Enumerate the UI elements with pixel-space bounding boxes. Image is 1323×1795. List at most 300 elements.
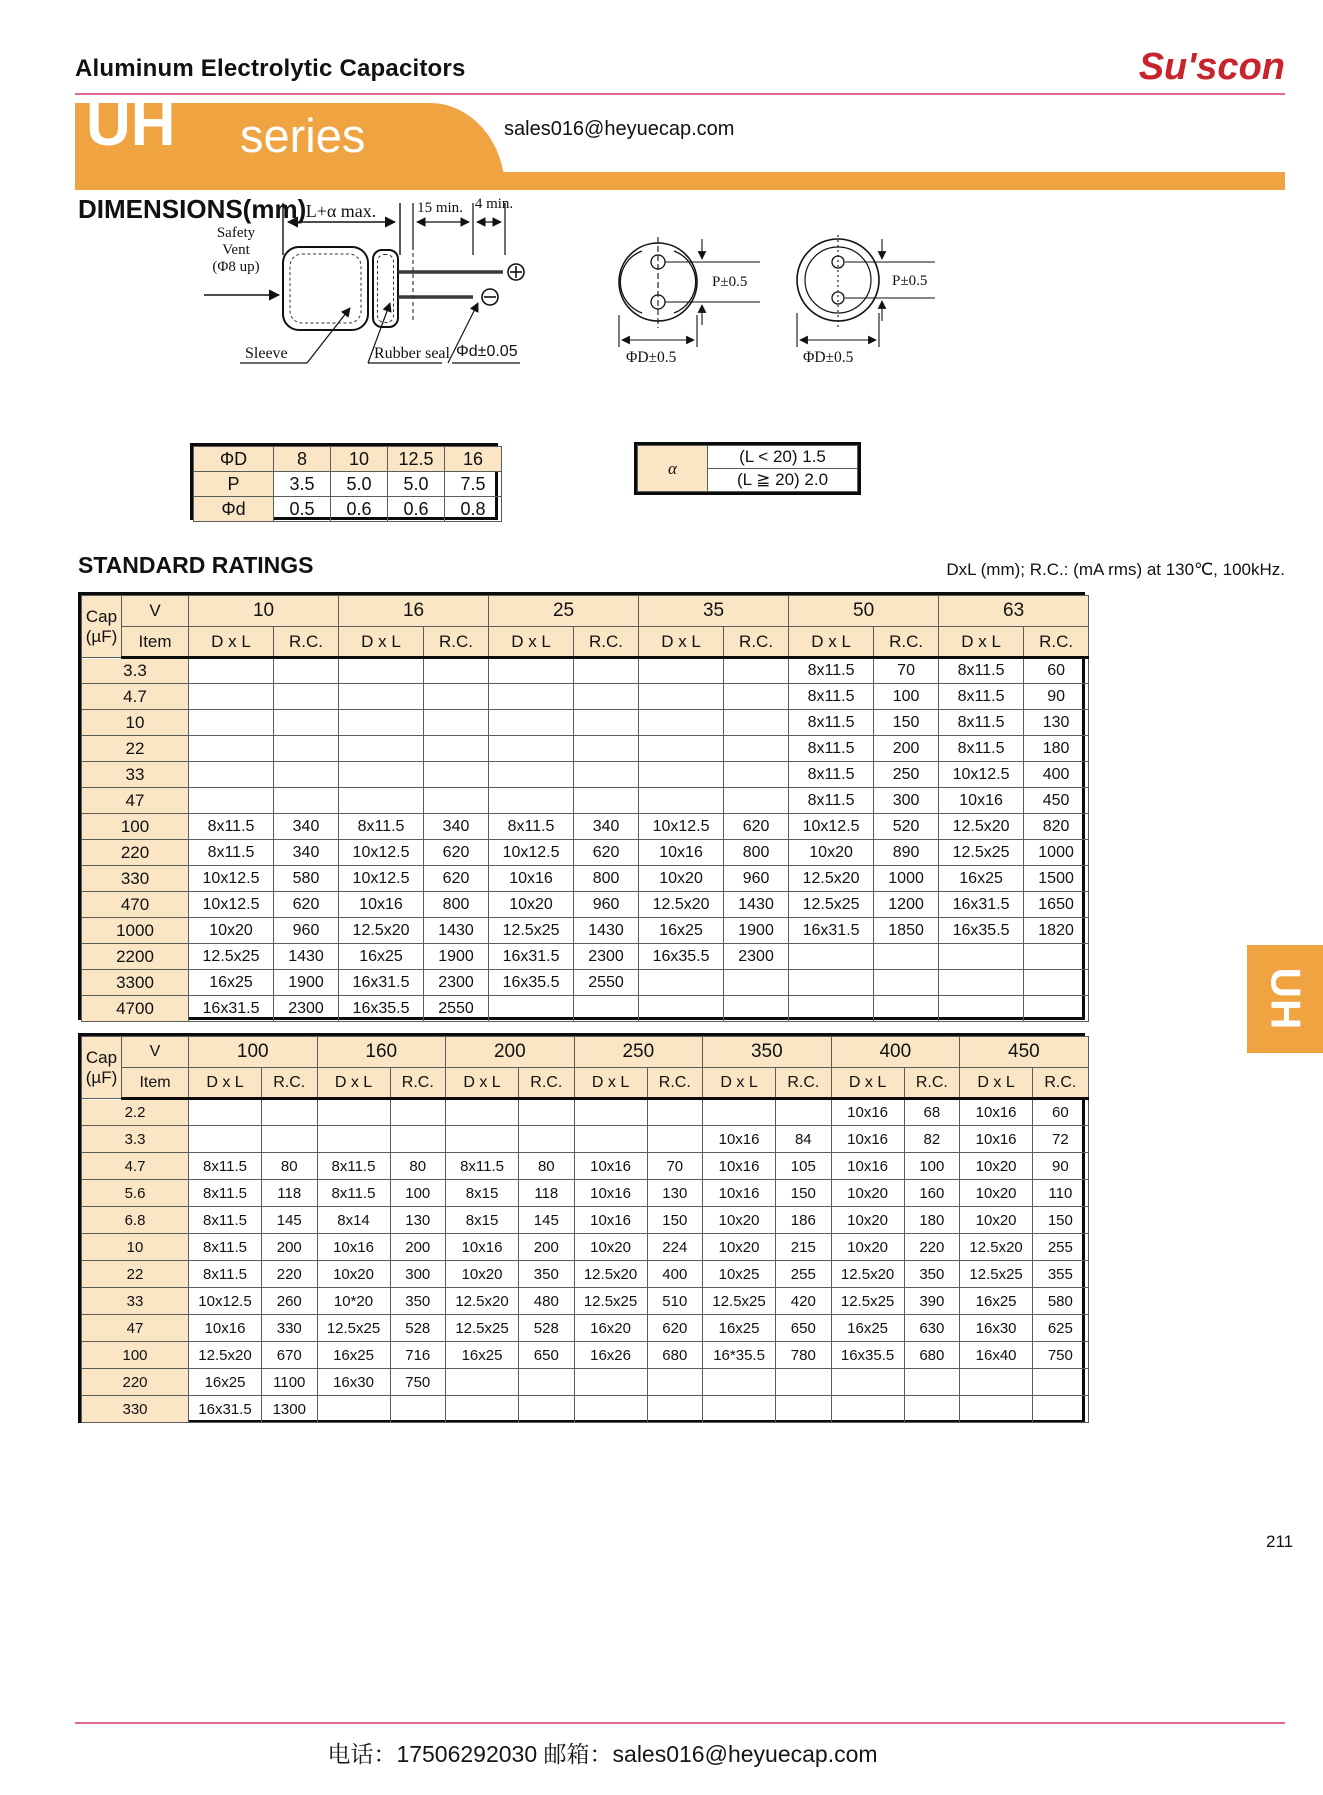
dxl-cell: 12.5x20: [639, 892, 724, 918]
dxl-cell: 10x20: [960, 1153, 1033, 1180]
alpha-rule-2: (L ≧ 20) 2.0: [708, 469, 858, 492]
dxl-cell: [960, 1396, 1033, 1423]
dxl-cell: [639, 788, 724, 814]
rc-header: R.C.: [776, 1068, 832, 1099]
rc-cell: 130: [1024, 710, 1089, 736]
rc-cell: 220: [904, 1234, 960, 1261]
rc-cell: 800: [724, 840, 789, 866]
dim-value: 10: [331, 447, 388, 472]
rc-cell: [776, 1369, 832, 1396]
alpha-symbol: α: [638, 446, 708, 492]
rc-header: R.C.: [647, 1068, 703, 1099]
cap-value: 4700: [82, 996, 189, 1022]
rc-cell: [424, 684, 489, 710]
dxl-cell: 8x11.5: [339, 814, 424, 840]
rc-cell: [724, 684, 789, 710]
dxl-cell: 16x35.5: [489, 970, 574, 996]
dxl-cell: 10x16: [639, 840, 724, 866]
series-code: UH: [86, 90, 176, 159]
dxl-cell: 12.5x20: [960, 1234, 1033, 1261]
dim-value: 3.5: [274, 472, 331, 497]
dxl-cell: 10x12.5: [789, 814, 874, 840]
rc-cell: 260: [262, 1288, 318, 1315]
rc-cell: [574, 788, 639, 814]
dxl-cell: 10x20: [574, 1234, 647, 1261]
rc-cell: 82: [904, 1126, 960, 1153]
rc-cell: 145: [519, 1207, 575, 1234]
rc-cell: [274, 658, 339, 684]
rc-cell: [574, 684, 639, 710]
dxl-cell: 16x25: [703, 1315, 776, 1342]
dxl-cell: 10x16: [939, 788, 1024, 814]
table-row: [82, 814, 1089, 840]
dxl-header: D x L: [703, 1068, 776, 1099]
dxl-cell: 16x31.5: [189, 996, 274, 1022]
rc-cell: [519, 1369, 575, 1396]
dxl-cell: [489, 736, 574, 762]
rc-cell: 60: [1024, 658, 1089, 684]
footer-contact: 电话：17506292030 邮箱：sales016@heyuecap.com: [327, 1741, 878, 1767]
cap-value: 5.6: [82, 1180, 189, 1207]
dxl-cell: 10x16: [489, 866, 574, 892]
series-side-tab-label: UH: [1261, 967, 1309, 1031]
cap-value: 100: [82, 1342, 189, 1369]
rc-cell: 800: [574, 866, 639, 892]
table-row: [82, 1099, 1089, 1126]
rc-cell: 70: [647, 1153, 703, 1180]
rc-cell: [724, 970, 789, 996]
dxl-cell: 16x35.5: [639, 944, 724, 970]
dxl-cell: 12.5x25: [703, 1288, 776, 1315]
rc-cell: 150: [874, 710, 939, 736]
table-row: [82, 1126, 1089, 1153]
rc-cell: 450: [1024, 788, 1089, 814]
rc-cell: 1430: [724, 892, 789, 918]
dxl-cell: [639, 736, 724, 762]
dxl-cell: 16x25: [189, 1369, 262, 1396]
dxl-cell: 12.5x20: [939, 814, 1024, 840]
dxl-cell: [789, 996, 874, 1022]
cap-value: 22: [82, 1261, 189, 1288]
dxl-cell: 16x25: [339, 944, 424, 970]
rc-cell: 355: [1033, 1261, 1089, 1288]
cap-value: 47: [82, 788, 189, 814]
rc-cell: 620: [424, 840, 489, 866]
table-row: [82, 762, 1089, 788]
cap-header: Cap (µF): [82, 1037, 122, 1099]
rc-cell: [274, 710, 339, 736]
dxl-cell: [317, 1126, 390, 1153]
dxl-cell: 10x20: [960, 1207, 1033, 1234]
table-row: [82, 1153, 1089, 1180]
voltage-header: 35: [639, 596, 789, 627]
dxl-cell: 12.5x25: [960, 1261, 1033, 1288]
rc-cell: 118: [262, 1180, 318, 1207]
rc-cell: [274, 684, 339, 710]
rc-cell: 300: [390, 1261, 446, 1288]
dxl-cell: 12.5x25: [489, 918, 574, 944]
dxl-cell: 8x11.5: [789, 788, 874, 814]
dxl-cell: 16x30: [317, 1369, 390, 1396]
cap-value: 10: [82, 710, 189, 736]
dxl-cell: [339, 736, 424, 762]
rc-cell: 130: [647, 1180, 703, 1207]
sleeve-label: Sleeve: [245, 345, 288, 362]
voltage-header: 100: [189, 1037, 318, 1068]
dxl-cell: [446, 1126, 519, 1153]
dxl-cell: [639, 762, 724, 788]
rc-cell: [390, 1099, 446, 1126]
dxl-cell: 10x12.5: [189, 892, 274, 918]
dxl-header: D x L: [960, 1068, 1033, 1099]
table-row: [82, 788, 1089, 814]
dxl-cell: 8x14: [317, 1207, 390, 1234]
dxl-cell: [574, 1099, 647, 1126]
standard-ratings-title: STANDARD RATINGS: [78, 552, 314, 578]
cap-value: 220: [82, 1369, 189, 1396]
dxl-cell: 10x16: [339, 892, 424, 918]
dxl-cell: 12.5x25: [831, 1288, 904, 1315]
dxl-cell: [939, 944, 1024, 970]
dxl-cell: [189, 1126, 262, 1153]
dxl-header: D x L: [189, 627, 274, 658]
dxl-cell: 10x20: [831, 1207, 904, 1234]
safety-vent-label-1: Safety: [216, 225, 256, 241]
rc-cell: 72: [1033, 1126, 1089, 1153]
rc-cell: 520: [874, 814, 939, 840]
dxl-cell: 16x31.5: [789, 918, 874, 944]
rc-cell: 2300: [574, 944, 639, 970]
rc-cell: [574, 996, 639, 1022]
dxl-cell: [789, 970, 874, 996]
dxl-header: D x L: [831, 1068, 904, 1099]
cap-value: 47: [82, 1315, 189, 1342]
item-header: Item: [122, 1068, 189, 1099]
dxl-cell: 10x20: [703, 1207, 776, 1234]
ratings-table-low-voltage: [78, 592, 1085, 1020]
table-row: [82, 1396, 1089, 1423]
rc-cell: [424, 658, 489, 684]
rc-cell: 300: [874, 788, 939, 814]
voltage-header: 63: [939, 596, 1089, 627]
dxl-cell: 10x20: [960, 1180, 1033, 1207]
dxl-cell: 12.5x20: [189, 1342, 262, 1369]
cap-value: 1000: [82, 918, 189, 944]
rc-cell: 200: [519, 1234, 575, 1261]
rc-cell: 680: [647, 1342, 703, 1369]
dxl-cell: 16x25: [317, 1342, 390, 1369]
cap-value: 330: [82, 866, 189, 892]
rc-cell: [776, 1099, 832, 1126]
dxl-cell: 12.5x20: [339, 918, 424, 944]
rc-cell: 90: [1024, 684, 1089, 710]
dxl-cell: 10x12.5: [339, 866, 424, 892]
dxl-cell: 10x20: [317, 1261, 390, 1288]
dxl-header: D x L: [939, 627, 1024, 658]
rc-cell: [724, 736, 789, 762]
dxl-cell: 10x12.5: [189, 1288, 262, 1315]
dxl-cell: [939, 996, 1024, 1022]
dxl-cell: 10x12.5: [189, 866, 274, 892]
cap-value: 3.3: [82, 1126, 189, 1153]
series-side-tab: [1247, 945, 1323, 1053]
rc-cell: 80: [262, 1153, 318, 1180]
dxl-cell: [639, 710, 724, 736]
dxl-cell: 10x12.5: [339, 840, 424, 866]
dxl-cell: [489, 762, 574, 788]
bottom-view-plain: [797, 235, 935, 347]
lead-diameter-label: Φd±0.05: [456, 343, 518, 360]
rc-cell: [424, 710, 489, 736]
cap-value: 22: [82, 736, 189, 762]
dxl-cell: [446, 1369, 519, 1396]
rc-cell: 145: [262, 1207, 318, 1234]
rc-cell: 220: [262, 1261, 318, 1288]
dxl-cell: 10x16: [960, 1126, 1033, 1153]
dxl-cell: 8x11.5: [789, 710, 874, 736]
dxl-cell: 8x11.5: [317, 1153, 390, 1180]
dim-value: 0.8: [445, 497, 502, 522]
dxl-cell: 10x16: [703, 1153, 776, 1180]
rc-cell: 625: [1033, 1315, 1089, 1342]
dxl-cell: 10x20: [703, 1234, 776, 1261]
rc-cell: [647, 1396, 703, 1423]
rc-cell: 330: [262, 1315, 318, 1342]
rc-cell: [1024, 970, 1089, 996]
dxl-cell: 10x12.5: [939, 762, 1024, 788]
rc-cell: [647, 1369, 703, 1396]
dxl-cell: 8x15: [446, 1180, 519, 1207]
voltage-header: 10: [189, 596, 339, 627]
cap-value: 4.7: [82, 684, 189, 710]
dxl-cell: 12.5x25: [446, 1315, 519, 1342]
rc-cell: 350: [390, 1288, 446, 1315]
dxl-cell: 12.5x20: [446, 1288, 519, 1315]
rc-cell: [904, 1369, 960, 1396]
rc-header: R.C.: [424, 627, 489, 658]
dxl-cell: 8x11.5: [789, 736, 874, 762]
dxl-cell: 10x16: [960, 1099, 1033, 1126]
dim-value: 0.6: [331, 497, 388, 522]
rc-cell: 2300: [724, 944, 789, 970]
cap-value: 10: [82, 1234, 189, 1261]
rc-cell: 250: [874, 762, 939, 788]
rc-cell: 580: [274, 866, 339, 892]
alpha-table: [634, 442, 861, 495]
dxl-cell: 8x11.5: [189, 1234, 262, 1261]
rc-cell: [904, 1396, 960, 1423]
dxl-cell: [703, 1369, 776, 1396]
rc-cell: [519, 1396, 575, 1423]
rc-cell: 390: [904, 1288, 960, 1315]
dxl-cell: [317, 1396, 390, 1423]
dxl-cell: 10x16: [703, 1180, 776, 1207]
dxl-cell: 12.5x25: [939, 840, 1024, 866]
rc-cell: 820: [1024, 814, 1089, 840]
rc-cell: 150: [776, 1180, 832, 1207]
rc-header: R.C.: [874, 627, 939, 658]
dim-value: 0.6: [388, 497, 445, 522]
rc-cell: 630: [904, 1315, 960, 1342]
rc-header: R.C.: [390, 1068, 446, 1099]
minus-terminal-icon: [482, 289, 498, 305]
rc-cell: [574, 762, 639, 788]
dim-value: 5.0: [388, 472, 445, 497]
dim-value: 5.0: [331, 472, 388, 497]
dxl-cell: 10x16: [831, 1099, 904, 1126]
rc-cell: 650: [519, 1342, 575, 1369]
rc-cell: 670: [262, 1342, 318, 1369]
rc-cell: 160: [904, 1180, 960, 1207]
dxl-cell: 8x11.5: [317, 1180, 390, 1207]
rc-cell: 186: [776, 1207, 832, 1234]
table-row: [82, 1369, 1089, 1396]
dxl-cell: 10x25: [703, 1261, 776, 1288]
rc-cell: 1850: [874, 918, 939, 944]
dxl-cell: [639, 684, 724, 710]
rc-cell: [724, 658, 789, 684]
rc-cell: [424, 788, 489, 814]
table-row: [82, 944, 1089, 970]
rc-cell: 340: [424, 814, 489, 840]
dimension-table: [190, 443, 498, 520]
table-row: [82, 970, 1089, 996]
rc-cell: 224: [647, 1234, 703, 1261]
dxl-cell: 8x11.5: [189, 1153, 262, 1180]
rc-cell: 1900: [424, 944, 489, 970]
rc-cell: [647, 1126, 703, 1153]
rc-cell: [776, 1396, 832, 1423]
ratings-table: [81, 1036, 1089, 1423]
dxl-cell: 10x20: [831, 1234, 904, 1261]
dxl-cell: 16x35.5: [939, 918, 1024, 944]
dxl-cell: [574, 1396, 647, 1423]
rc-cell: 2550: [424, 996, 489, 1022]
rc-cell: 84: [776, 1126, 832, 1153]
dxl-cell: 16x35.5: [339, 996, 424, 1022]
dim-value: 7.5: [445, 472, 502, 497]
rc-cell: [274, 736, 339, 762]
rc-cell: [724, 710, 789, 736]
dxl-cell: [639, 658, 724, 684]
cap-value: 3.3: [82, 658, 189, 684]
rc-cell: 1900: [274, 970, 339, 996]
rc-cell: [724, 762, 789, 788]
alpha-rule-1: (L < 20) 1.5: [708, 446, 858, 469]
dxl-cell: 10x12.5: [489, 840, 574, 866]
dxl-cell: 16x26: [574, 1342, 647, 1369]
footer-rule: [75, 1722, 1285, 1724]
page-title: Aluminum Electrolytic Capacitors: [75, 55, 466, 82]
rc-cell: 1000: [1024, 840, 1089, 866]
rc-cell: 80: [519, 1153, 575, 1180]
cap-value: 6.8: [82, 1207, 189, 1234]
rc-cell: 680: [904, 1342, 960, 1369]
table-row: [82, 866, 1089, 892]
rc-cell: 780: [776, 1342, 832, 1369]
rubber-seal-label: Rubber seal: [374, 345, 450, 362]
safety-vent-label-3: (Φ8 up): [212, 259, 260, 275]
page-number: 211: [1266, 1532, 1294, 1551]
dxl-cell: 12.5x25: [789, 892, 874, 918]
dxl-cell: [189, 710, 274, 736]
dxl-cell: [446, 1396, 519, 1423]
dxl-cell: 12.5x25: [189, 944, 274, 970]
dxl-cell: 8x11.5: [189, 814, 274, 840]
dxl-cell: 10x20: [831, 1180, 904, 1207]
dxl-cell: 16x25: [831, 1315, 904, 1342]
dim-l-alpha-label: L+α max.: [305, 201, 377, 221]
rc-cell: [424, 762, 489, 788]
plus-terminal-icon: [508, 264, 524, 280]
rc-cell: 80: [390, 1153, 446, 1180]
rc-cell: 620: [724, 814, 789, 840]
dxl-cell: 16x35.5: [831, 1342, 904, 1369]
dxl-cell: [574, 1369, 647, 1396]
dxl-cell: 8x11.5: [789, 658, 874, 684]
dxl-cell: 12.5x25: [574, 1288, 647, 1315]
rc-header: R.C.: [574, 627, 639, 658]
rc-cell: [519, 1099, 575, 1126]
table-row: [82, 892, 1089, 918]
dxl-cell: 10x16: [574, 1207, 647, 1234]
dxl-cell: 8x11.5: [189, 1180, 262, 1207]
table-row: [82, 710, 1089, 736]
rc-cell: [1024, 996, 1089, 1022]
rc-cell: 2300: [274, 996, 339, 1022]
table-row: [82, 1342, 1089, 1369]
rc-cell: 750: [390, 1369, 446, 1396]
dxl-cell: [189, 684, 274, 710]
rc-cell: [574, 710, 639, 736]
table-row: [82, 1288, 1089, 1315]
rc-cell: 70: [874, 658, 939, 684]
voltage-header: 160: [317, 1037, 446, 1068]
contact-email: sales016@heyuecap.com: [504, 118, 735, 140]
dxl-cell: 10x16: [831, 1153, 904, 1180]
rc-cell: 200: [874, 736, 939, 762]
dxl-cell: 8x11.5: [189, 1207, 262, 1234]
rc-cell: 960: [724, 866, 789, 892]
dxl-cell: 8x11.5: [939, 658, 1024, 684]
rc-header: R.C.: [904, 1068, 960, 1099]
capacitor-diagram: [190, 195, 1010, 380]
dxl-header: D x L: [189, 1068, 262, 1099]
rc-cell: [519, 1126, 575, 1153]
dim-15min-label: 15 min.: [417, 200, 463, 216]
dxl-cell: 8x11.5: [789, 762, 874, 788]
dxl-cell: 16x30: [960, 1315, 1033, 1342]
table-row: [82, 996, 1089, 1022]
rc-header: R.C.: [274, 627, 339, 658]
dxl-cell: [939, 970, 1024, 996]
voltage-header: 350: [703, 1037, 832, 1068]
dxl-cell: 16x31.5: [189, 1396, 262, 1423]
rc-cell: [724, 996, 789, 1022]
cap-value: 3300: [82, 970, 189, 996]
cap-header: Cap (µF): [82, 596, 122, 658]
rc-cell: 130: [390, 1207, 446, 1234]
rc-cell: 800: [424, 892, 489, 918]
dxl-cell: 16x25: [446, 1342, 519, 1369]
v-header: V: [122, 596, 189, 627]
voltage-header: 16: [339, 596, 489, 627]
dxl-cell: 10x12.5: [639, 814, 724, 840]
series-word: series: [240, 109, 366, 162]
rc-cell: 650: [776, 1315, 832, 1342]
table-row: [82, 1207, 1089, 1234]
dxl-cell: 8x11.5: [489, 814, 574, 840]
